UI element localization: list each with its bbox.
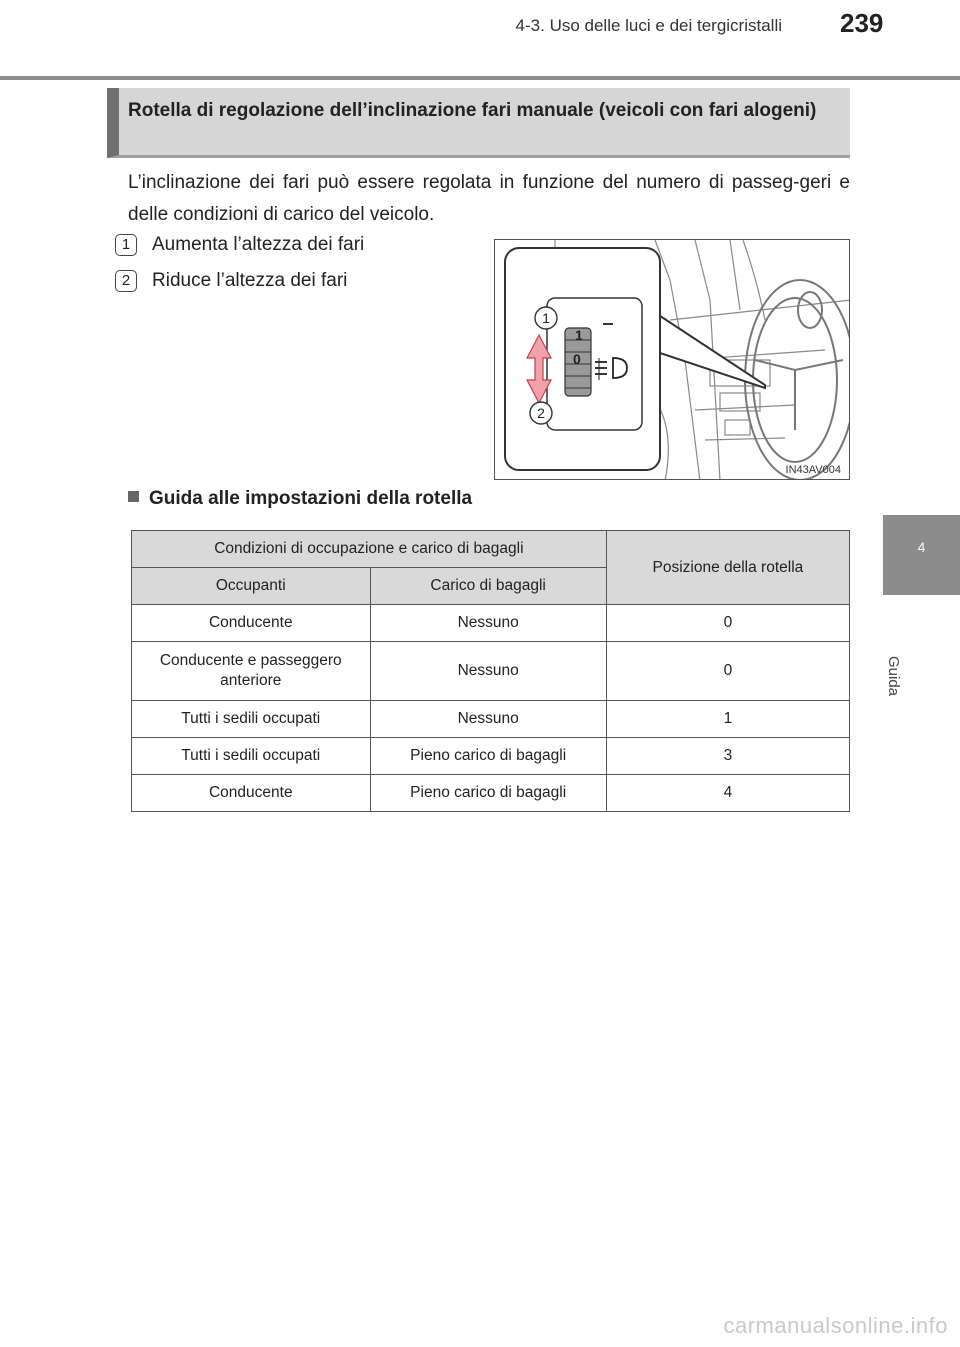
settings-table	[131, 530, 850, 812]
table-header-luggage: Carico di bagagli	[370, 568, 606, 605]
dial-mark-0: 0	[573, 351, 581, 367]
cell-luggage: Nessuno	[370, 605, 606, 642]
table-header-occupants: Occupanti	[132, 568, 371, 605]
cell-luggage: Nessuno	[370, 642, 606, 701]
table-row	[132, 701, 850, 738]
cell-luggage: Nessuno	[370, 701, 606, 738]
chapter-number: 4	[917, 539, 926, 555]
table-row	[132, 605, 850, 642]
cell-occupants: Tutti i sedili occupati	[132, 701, 371, 738]
callout-1: 1	[542, 310, 550, 326]
section-heading: Rotella di regolazione dell’inclinazione fari manuale (veicoli con fari alogeni)	[128, 100, 817, 121]
item-1-badge: 1	[115, 234, 137, 256]
dial-mark-1: 1	[575, 327, 583, 343]
chapter-tab	[883, 515, 960, 595]
chapter-label-wrap	[885, 606, 932, 697]
cell-occupants: Conducente	[132, 605, 371, 642]
running-header-section: 4-3. Uso delle luci e dei tergicristalli	[515, 16, 782, 35]
table-row	[132, 775, 850, 812]
item-1-text: Aumenta l’altezza dei fari	[152, 234, 365, 255]
item-2-text: Riduce l’altezza dei fari	[152, 270, 348, 291]
cell-occupants: Conducente e passeggero anteriore	[132, 642, 371, 701]
cell-position: 1	[606, 701, 849, 738]
cell-position: 4	[606, 775, 849, 812]
callout-2: 2	[537, 405, 545, 421]
section-heading-box	[107, 88, 850, 158]
table-header-position: Posizione della rotella	[606, 531, 849, 605]
subheading-text: Guida alle impostazioni della rotella	[149, 488, 473, 509]
item-2-badge: 2	[115, 270, 137, 292]
cell-luggage: Pieno carico di bagagli	[370, 775, 606, 812]
headlight-dial-figure	[494, 239, 850, 480]
page-number: 239	[840, 8, 884, 38]
cell-occupants: Tutti i sedili occupati	[132, 738, 371, 775]
header-rule	[0, 76, 960, 80]
table-group-header: Condizioni di occupazione e carico di bagagli	[132, 531, 607, 568]
dashboard-illustration	[495, 240, 850, 480]
cell-luggage: Pieno carico di bagagli	[370, 738, 606, 775]
figure-code: IN43AV004	[785, 464, 841, 476]
watermark: carmanualsonline.info	[723, 1313, 948, 1338]
chapter-label: Guida	[885, 656, 902, 697]
table-row	[132, 642, 850, 701]
cell-occupants: Conducente	[132, 775, 371, 812]
cell-position: 0	[606, 642, 849, 701]
subheading	[128, 488, 472, 510]
table-row	[132, 738, 850, 775]
square-bullet-icon	[128, 491, 139, 502]
cell-position: 3	[606, 738, 849, 775]
cell-position: 0	[606, 605, 849, 642]
intro-paragraph: L’inclinazione dei fari può essere regolata in funzione del numero di passeg-geri e delle condizioni di carico del veicolo.	[128, 172, 850, 225]
